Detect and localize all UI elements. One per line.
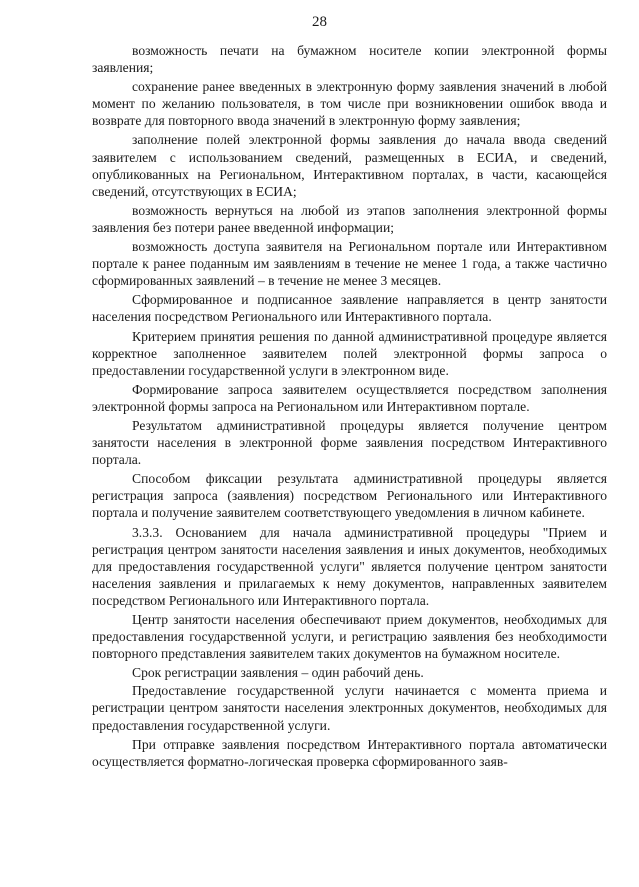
document-body: [92, 42, 607, 772]
paragraph-access-applications: возможность доступа заявителя на Региональном портале или Интерактивном портале к ранее поданным им заявлениям в течение не менее 1 года, а также частично сформированных заявлений – в течение не менее 3 месяцев.: [92, 239, 607, 289]
paragraph-format-check: При отправке заявления посредством Интерактивного портала автоматически осуществляется форматно-логическая проверка сформированного заяв-: [92, 736, 607, 769]
paragraph-return-stage: возможность вернуться на любой из этапов заполнения электронной формы заявления без потери ранее введенной информации;: [92, 202, 607, 235]
paragraph-section-3-3-3: 3.3.3. Основанием для начала административной процедуры "Прием и регистрация центром занятости населения заявления и иных документов, необходимых для предоставления государственной услуги" является получение центром занятости населения заявления и прилагаемых к нему документов, направленных заявителем посредством Регионального или Интерактивного портала.: [92, 524, 607, 608]
paragraph-registration-term: Срок регистрации заявления – один рабочий день.: [132, 665, 424, 681]
paragraph-document-intake: Центр занятости населения обеспечивают прием документов, необходимых для предоставления государственной услуги, и регистрацию заявления без необходимости повторного представления заявителем таких документов на бумажном носителе.: [92, 612, 607, 662]
paragraph-signed-application: Сформированное и подписанное заявление направляется в центр занятости населения посредством Регионального или Интерактивного портала.: [92, 292, 607, 325]
paragraph-procedure-result: Результатом административной процедуры является получение центром занятости населения в электронной форме заявления посредством Интерактивного портала.: [92, 417, 607, 468]
paragraph-save-values: сохранение ранее введенных в электронную форму заявления значений в любой момент по желанию пользователя, в том числе при возникновении ошибок ввода и возврате для повторного ввода значений в электронную форму заявления;: [92, 79, 607, 129]
page-number: 28: [312, 14, 327, 30]
paragraph-prefill-esia: заполнение полей электронной формы заявления до начала ввода сведений заявителем с использованием сведений, размещенных в ЕСИА, и сведений, опубликованных на Региональном, Интерактивном порталах, в части, касающейся сведений, отсутствующих в ЕСИА;: [92, 132, 607, 199]
paragraph-decision-criterion: Критерием принятия решения по данной административной процедуре является корректное заполненное заявителем полей электронной формы запроса о предоставлении государственной услуги в электронном виде.: [92, 328, 607, 378]
paragraph-request-forming: Формирование запроса заявителем осуществляется посредством заполнения электронной формы запроса на Региональном или Интерактивном портале.: [92, 381, 607, 414]
paragraph-print-copy: возможность печати на бумажном носителе копии электронной формы заявления;: [92, 43, 607, 76]
paragraph-service-start: Предоставление государственной услуги начинается с момента приема и регистрации центром занятости населения электронных документов, необходимых для предоставления государственной услуги.: [92, 683, 607, 733]
paragraph-result-fixation: Способом фиксации результата административной процедуры является регистрация запроса (заявления) посредством Регионального или Интерактивного портала и получение заявителем соответствующего уведомления в личном кабинете.: [92, 471, 607, 521]
